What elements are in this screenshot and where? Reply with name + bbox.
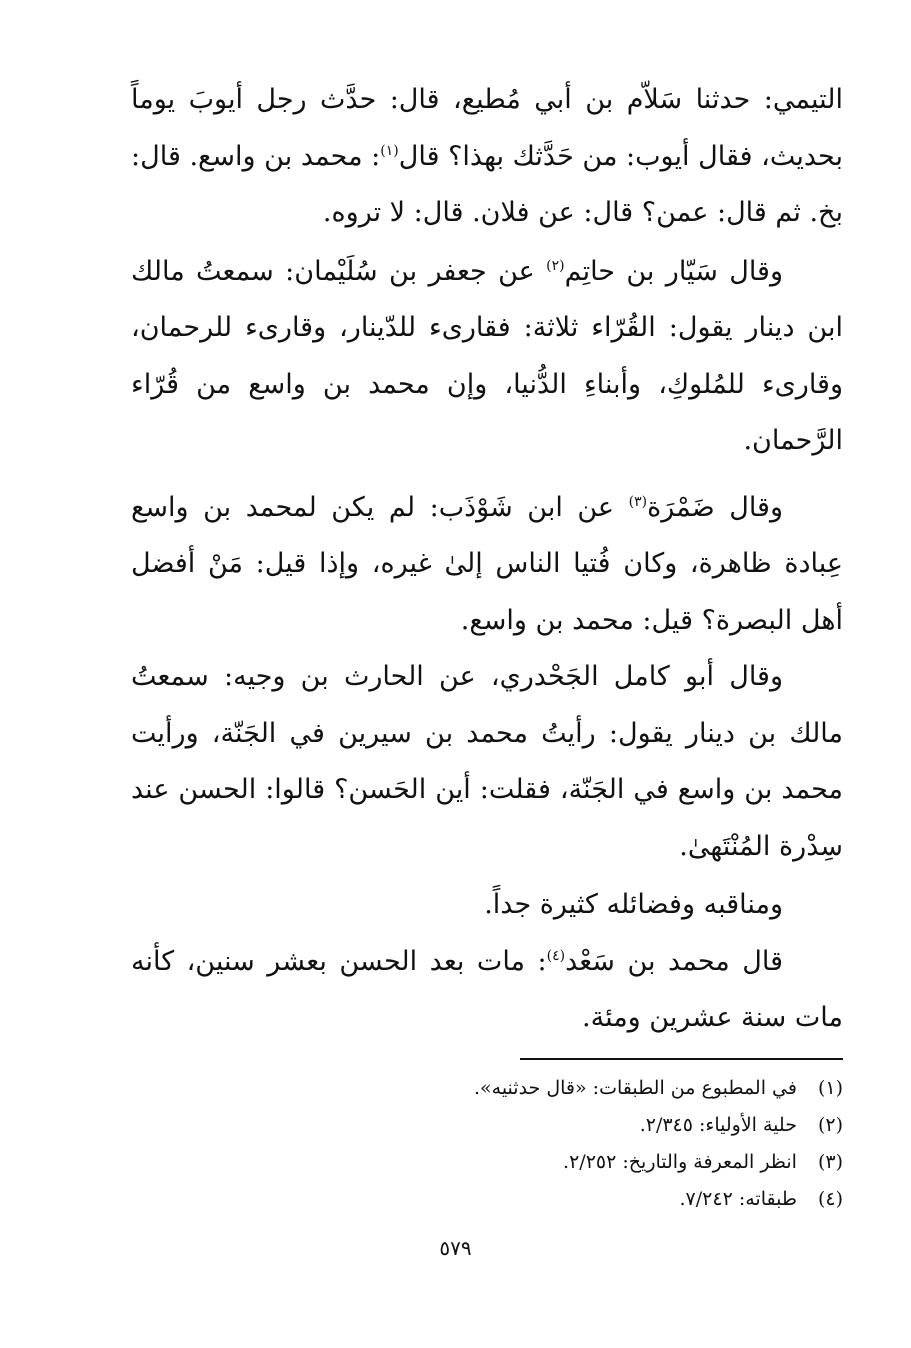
paragraph-1-text-2: : محمد بن واسع. قال: بخ. ثم قال: عمن؟ قال: عن فلان. قال: لا تروه.	[131, 140, 843, 228]
footnote-ref-1: (١)	[380, 142, 399, 159]
footnote-1-number: (١)	[817, 1077, 843, 1099]
footnote-3-number: (٣)	[817, 1151, 843, 1173]
footnotes	[131, 1070, 843, 1218]
footnote-4-number: (٤)	[817, 1188, 843, 1210]
paragraph-1	[131, 72, 843, 242]
paragraph-1-text-1: التيمي: حدثنا سَلاّم بن أبي مُطيع، قال: حدَّث رجل أيوبَ يوماً بحديث، فقال أيوب: من حَدَّثك بهذا؟ قال	[131, 84, 843, 172]
paragraph-3	[131, 480, 843, 650]
paragraph-2	[131, 244, 843, 470]
paragraph-6	[131, 934, 843, 1047]
footnote-2-text: حلية الأولياء: ٢/٣٤٥.	[639, 1114, 797, 1136]
main-text	[131, 72, 843, 1047]
paragraph-5-text-1: ومناقبه وفضائله كثيرة جداً.	[484, 889, 783, 920]
paragraph-6-text-2: : مات بعد الحسن بعشر سنين، كأنه مات سنة عشرين ومئة.	[131, 945, 843, 1033]
footnote-4-text: طبقاته: ٧/٢٤٢.	[679, 1188, 797, 1210]
footnote-separator	[520, 1058, 843, 1060]
paragraph-3-text-2: عن ابن شَوْذَب: لم يكن لمحمد بن واسع عِبادة ظاهرة، وكان فُتيا الناس إلىٰ غيره، وإذا قيل: مَنْ أفضل أهل البصرة؟ قيل: محمد بن واسع.	[131, 491, 843, 636]
page-number: ٥٧٩	[439, 1236, 472, 1260]
footnote-ref-3: (٣)	[628, 493, 648, 510]
paragraph-4-text-1: وقال أبو كامل الجَحْدري، عن الحارث بن وجيه: سمعتُ مالك بن دينار يقول: رأيتُ محمد بن سيرين في الجَنّة، ورأيت محمد بن واسع في الجَنّة، فقلت: أين الحَسن؟ قالوا: الحسن عند سِدْرة المُنْتَهىٰ.	[131, 661, 843, 862]
footnote-1-text: في المطبوع من الطبقات: «قال حدثنيه».	[473, 1077, 797, 1099]
footnote-1	[131, 1070, 843, 1107]
footnote-3	[131, 1144, 843, 1181]
footnote-ref-2: (٢)	[546, 257, 565, 274]
paragraph-3-text-1: وقال ضَمْرَة	[647, 491, 784, 523]
paragraph-6-text-1: قال محمد بن سَعْد	[565, 945, 783, 977]
paragraph-2-text-1: وقال سَيّار بن حاتِم	[564, 255, 783, 287]
footnote-2-number: (٢)	[817, 1114, 843, 1136]
footnote-2	[131, 1107, 843, 1144]
paragraph-2-text-2: عن جعفر بن سُلَيْمان: سمعتُ مالك ابن دينار يقول: القُرّاء ثلاثة: فقارىء للدّينار، وقارىء للرحمان، وقارىء للمُلوكِ، وأبناءِ الدُّنيا، وإن محمد بن واسع من قُرّاء الرَّحمان.	[131, 255, 843, 456]
footnote-ref-4: (٤)	[546, 947, 566, 964]
footnote-4	[131, 1181, 843, 1218]
paragraph-5	[131, 877, 843, 934]
footnote-3-text: انظر المعرفة والتاريخ: ٢/٢٥٢.	[563, 1151, 797, 1173]
paragraph-4	[131, 649, 843, 875]
